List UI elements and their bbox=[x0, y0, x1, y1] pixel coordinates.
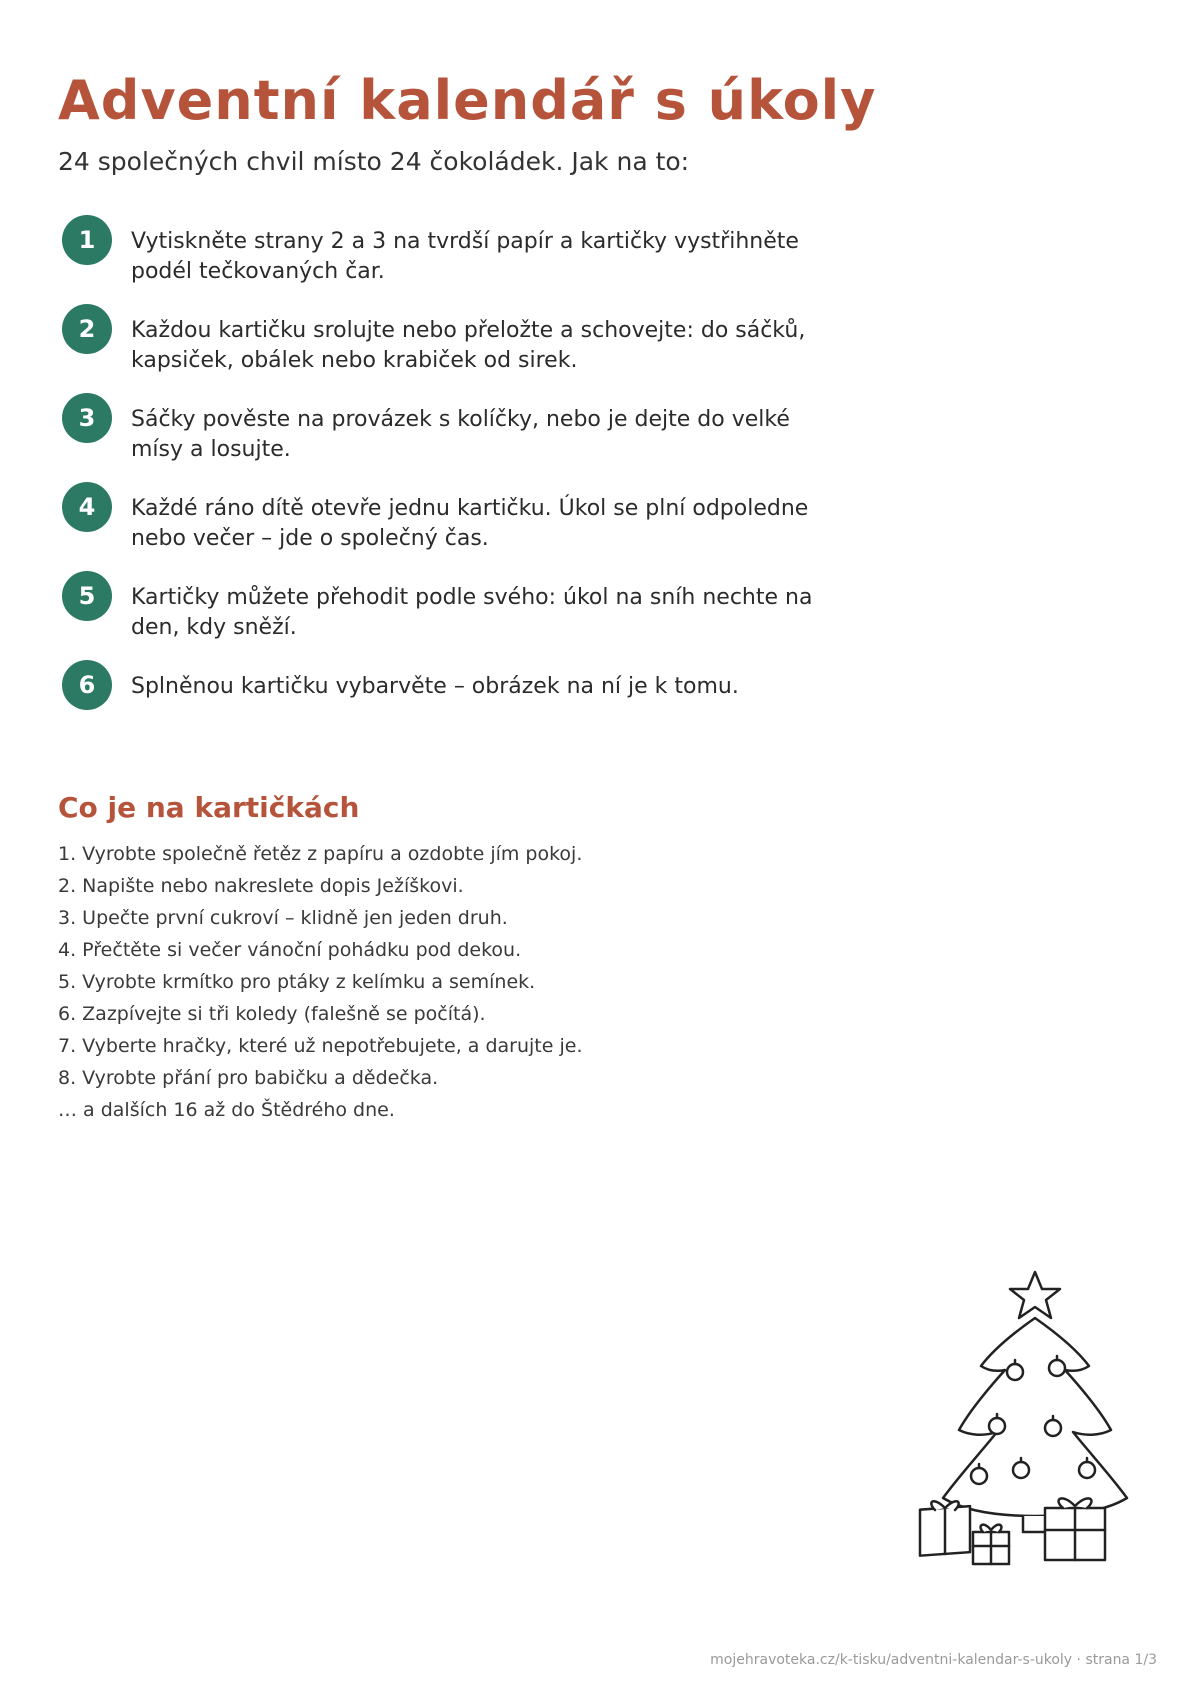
step-number-badge: 1 bbox=[62, 215, 112, 265]
list-item: 4. Přečtěte si večer vánoční pohádku pod dekou. bbox=[58, 939, 522, 961]
page-title: Adventní kalendář s úkoly bbox=[58, 69, 877, 132]
list-item: 8. Vyrobte přání pro babičku a dědečka. bbox=[58, 1067, 439, 1089]
list-item: 3. Upečte první cukroví – klidně jen jeden druh. bbox=[58, 907, 508, 929]
step-number-badge: 3 bbox=[62, 393, 112, 443]
step-number-badge: 4 bbox=[62, 482, 112, 532]
list-item: … a dalších 16 až do Štědrého dne. bbox=[58, 1099, 395, 1121]
list-item: 7. Vyberte hračky, které už nepotřebujete, a darujte je. bbox=[58, 1035, 583, 1057]
cards-list bbox=[58, 838, 583, 1126]
step-text: Kartičky můžete přehodit podle svého: úkol na sníh nechte na den, kdy sněží. bbox=[131, 585, 813, 640]
list-item: 1. Vyrobte společně řetěz z papíru a ozdobte jím pokoj. bbox=[58, 843, 583, 865]
step-text: Každé ráno dítě otevře jednu kartičku. Úkol se plní odpoledne nebo večer – jde o společný čas. bbox=[131, 496, 809, 551]
page-footer: mojehravoteka.cz/k-tisku/adventni-kalendar-s-ukoly · strana 1/3 bbox=[710, 1652, 1157, 1668]
tree-body bbox=[943, 1318, 1127, 1516]
christmas-tree-icon bbox=[915, 1270, 1155, 1580]
list-item: 5. Vyrobte krmítko pro ptáky z kelímku a semínek. bbox=[58, 971, 536, 993]
list-item: 6. Zazpívejte si tři koledy (falešně se počítá). bbox=[58, 1003, 486, 1025]
step-number-badge: 6 bbox=[62, 660, 112, 710]
step-text: Sáčky pověste na provázek s kolíčky, nebo je dejte do velké mísy a losujte. bbox=[131, 407, 790, 462]
step-text: Vytiskněte strany 2 a 3 na tvrdší papír a kartičky vystřihněte podél tečkovaných čar. bbox=[131, 229, 799, 284]
page-subtitle: 24 společných chvil místo 24 čokoládek. Jak na to: bbox=[58, 147, 690, 176]
list-item: 2. Napište nebo nakreslete dopis Ježíškovi. bbox=[58, 875, 464, 897]
step-text: Každou kartičku srolujte nebo přeložte a schovejte: do sáčků, kapsiček, obálek nebo krabiček od sirek. bbox=[131, 318, 806, 373]
step-number-badge: 2 bbox=[62, 304, 112, 354]
gift-icon bbox=[1045, 1498, 1105, 1560]
cards-section-title: Co je na kartičkách bbox=[58, 791, 360, 824]
step-text: Splněnou kartičku vybarvěte – obrázek na ní je k tomu. bbox=[131, 674, 739, 699]
star-icon bbox=[1010, 1272, 1060, 1318]
gift-icon bbox=[973, 1525, 1009, 1564]
gift-icon bbox=[920, 1501, 970, 1555]
step-number-badge: 5 bbox=[62, 571, 112, 621]
